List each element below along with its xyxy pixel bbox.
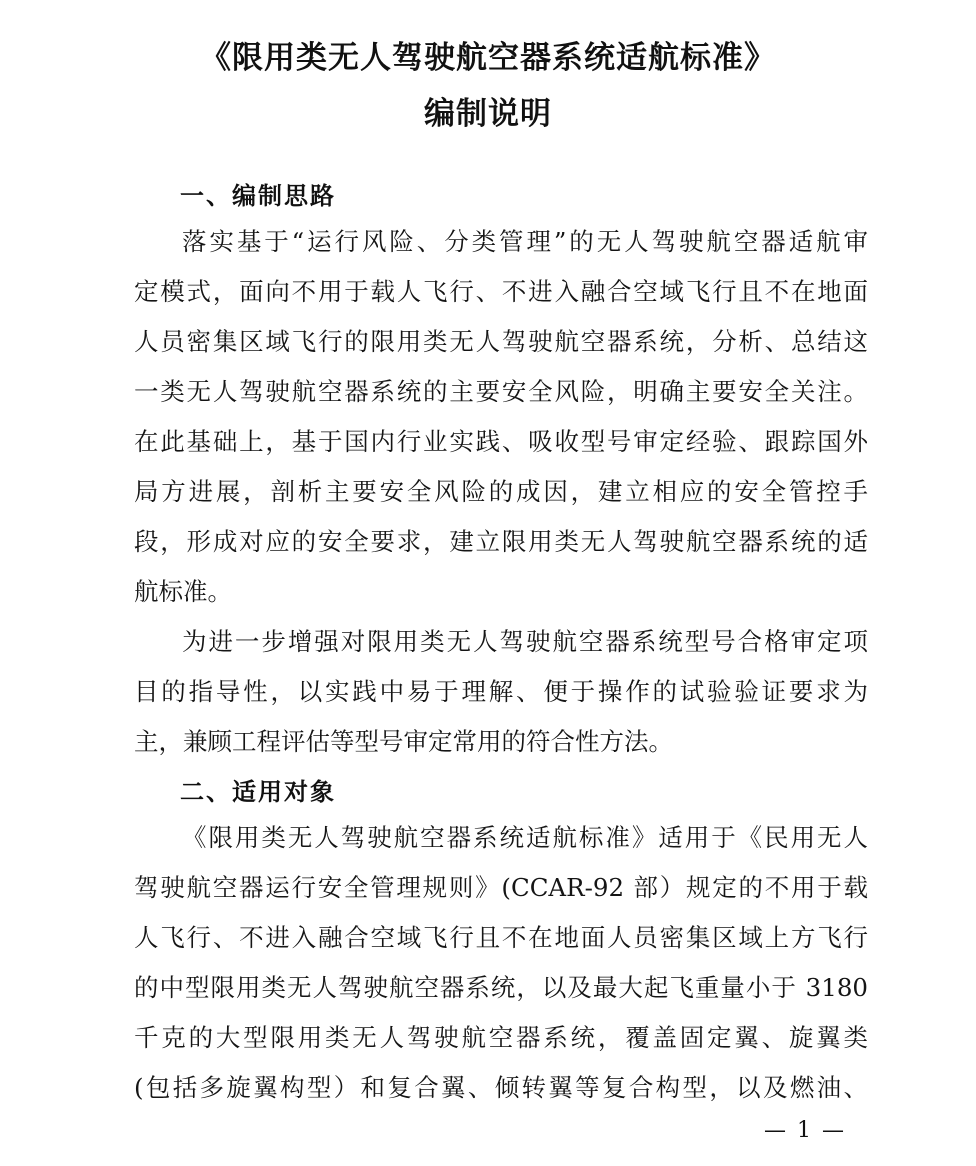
paragraph-line: 的中型限用类无人驾驶航空器系统，以及最大起飞重量小于 3180 — [134, 973, 868, 1002]
page-number: — 1 — — [764, 1118, 846, 1143]
paragraph-line: 段，形成对应的安全要求，建立限用类无人驾驶航空器系统的适 — [134, 527, 868, 556]
paragraph-line: 一类无人驾驶航空器系统的主要安全风险，明确主要安全关注。 — [134, 377, 868, 406]
document-title: 《限用类无人驾驶航空器系统适航标准》 — [200, 40, 776, 76]
paragraph-line: 目的指导性，以实践中易于理解、便于操作的试验验证要求为 — [134, 677, 868, 706]
paragraph-line: 《限用类无人驾驶航空器系统适航标准》适用于《民用无人 — [182, 823, 868, 852]
paragraph-line: 主，兼顾工程评估等型号审定常用的符合性方法。 — [134, 727, 673, 756]
paragraph-line: 定模式，面向不用于载人飞行、不进入融合空域飞行且不在地面 — [134, 277, 868, 306]
paragraph-line: 驾驶航空器运行安全管理规则》(CCAR-92 部）规定的不用于载 — [134, 873, 868, 902]
paragraph-line: 局方进展，剖析主要安全风险的成因，建立相应的安全管控手 — [134, 477, 868, 506]
paragraph-line: 千克的大型限用类无人驾驶航空器系统，覆盖固定翼、旋翼类 — [134, 1023, 868, 1052]
paragraph-line: 在此基础上，基于国内行业实践、吸收型号审定经验、跟踪国外 — [134, 427, 868, 456]
paragraph-line: (包括多旋翼构型）和复合翼、倾转翼等复合构型，以及燃油、 — [134, 1073, 868, 1102]
section-heading-2: 二、适用对象 — [180, 778, 336, 806]
section-heading-1: 一、编制思路 — [180, 182, 336, 210]
document-subtitle: 编制说明 — [424, 96, 552, 132]
paragraph-line: 落实基于“运行风险、分类管理”的无人驾驶航空器适航审 — [182, 227, 868, 256]
paragraph-line: 人飞行、不进入融合空域飞行且不在地面人员密集区域上方飞行 — [134, 923, 868, 952]
paragraph-line: 航标准。 — [134, 577, 232, 606]
paragraph-line: 为进一步增强对限用类无人驾驶航空器系统型号合格审定项 — [182, 627, 868, 656]
paragraph-line: 人员密集区域飞行的限用类无人驾驶航空器系统，分析、总结这 — [134, 327, 868, 356]
